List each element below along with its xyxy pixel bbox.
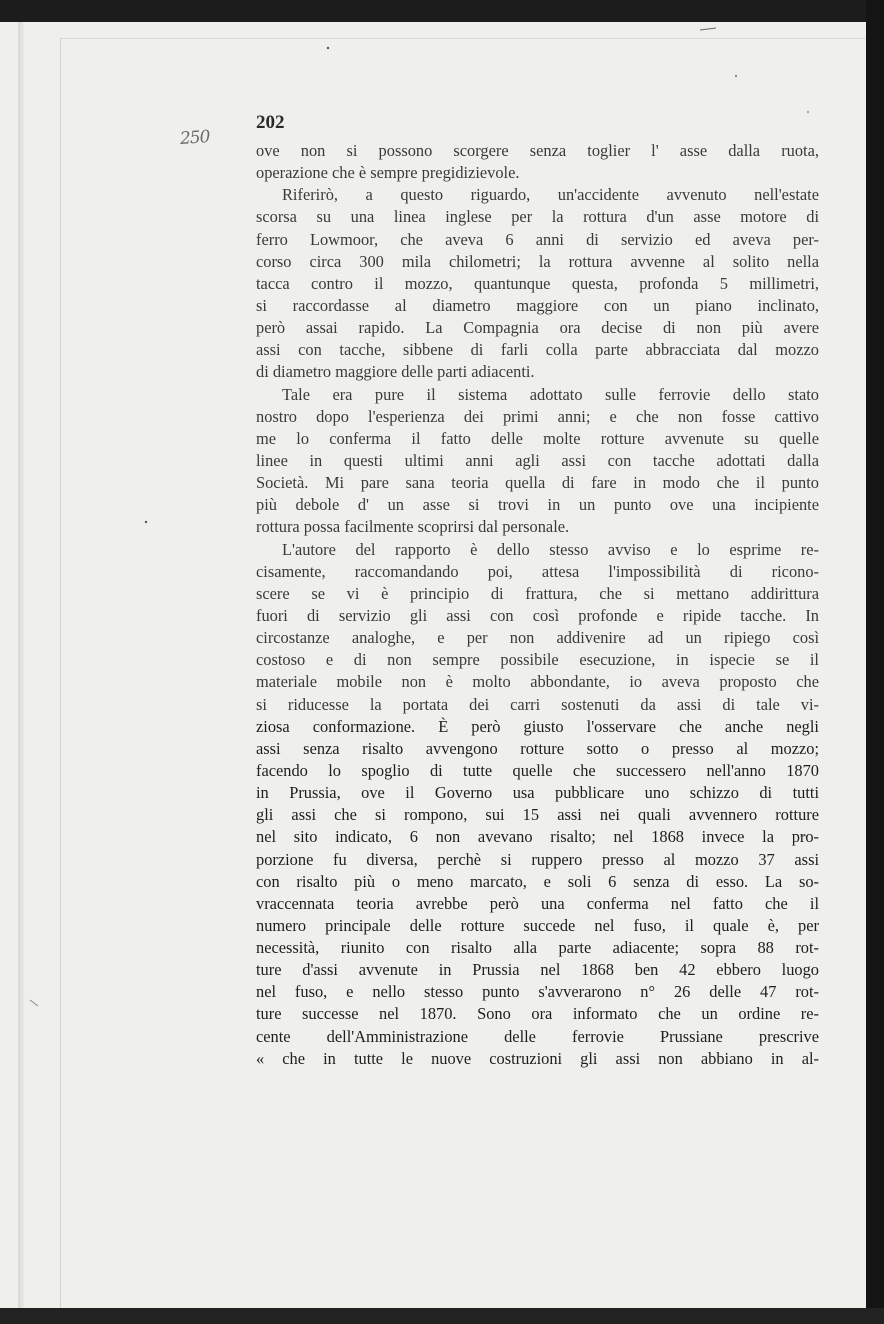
text-line: vraccennata teoria avrebbe però una conferma nel fatto che il (256, 893, 819, 913)
text-line: Tale era pure il sistema adottato sulle ferrovie dello stato (282, 384, 819, 404)
margin-handwritten-note: 250 (179, 126, 211, 150)
text-line: assi senza risalto avvengono rotture sotto o presso al mozzo; (256, 738, 819, 758)
text-line: ferro Lowmoor, che aveva 6 anni di servizio ed aveva per- (256, 229, 819, 249)
text-line: scorsa su una linea inglese per la rottura d'un asse motore di (256, 207, 819, 227)
speck (700, 28, 716, 30)
text-line: me lo conferma il fatto delle molte rotture avvenute su quelle (256, 428, 819, 448)
text-line: necessità, riunito con risalto alla parte adiacente; sopra 88 rot- (256, 938, 819, 958)
text-line: in Prussia, ove il Governo usa pubblicare uno schizzo di tutti (256, 783, 819, 803)
text-line: di diametro maggiore delle parti adiacenti. (256, 362, 535, 382)
text-line: scere se vi è principio di frattura, che si mettano addirittura (256, 583, 819, 603)
text-line: nel fuso, e nello stesso punto s'avverarono n° 26 delle 47 rot- (256, 982, 819, 1002)
text-line: ture successe nel 1870. Sono ora informato che un ordine re- (256, 1004, 819, 1024)
text-line: assi con tacche, sibbene di farli colla parte abbracciata dal mozzo (256, 340, 819, 360)
text-line: si raccordasse al diametro maggiore con un piano inclinato, (256, 295, 819, 315)
text-line: si riducesse la portata dei carri sostenuti da assi di tale vi- (256, 694, 819, 714)
scan-border-right (866, 0, 884, 1324)
text-line: L'autore del rapporto è dello stesso avviso e lo esprime re- (282, 539, 819, 559)
speck (30, 1000, 38, 1006)
text-line: ziosa conformazione. È però giusto l'osservare che anche negli (256, 716, 819, 736)
text-line: Società. Mi pare sana teoria quella di fare in modo che il punto (256, 473, 819, 493)
text-line: corso circa 300 mila chilometri; la rottura avvenne al solito nella (256, 251, 819, 271)
text-line: tacca contro il mozzo, quantunque questa, profonda 5 millimetri, (256, 273, 819, 293)
text-line: rottura possa facilmente scoprirsi dal personale. (256, 517, 570, 537)
text-line: cente dell'Amministrazione delle ferrovie Prussiane prescrive (256, 1026, 819, 1046)
text-line: nostro dopo l'esperienza dei primi anni; e che non fosse cattivo (256, 406, 819, 426)
text-line: ture d'assi avvenute in Prussia nel 1868 ben 42 ebbero luogo (256, 960, 819, 980)
page-number: 202 (256, 112, 285, 133)
text-line: cisamente, raccomandando poi, attesa l'impossibilità di ricono- (256, 561, 819, 581)
text-line: linee in questi ultimi anni agli assi con tacche adottati dalla (256, 450, 819, 470)
text-line: ove non si possono scorgere senza toglier l' asse dalla ruota, (256, 141, 819, 160)
text-line: costoso e di non sempre possibile esecuzione, in ispecie se il (256, 650, 819, 670)
text-line: « che in tutte le nuove costruzioni gli assi non abbiano in al- (256, 1048, 819, 1068)
scan-border-bottom (0, 1308, 884, 1324)
text-line: porzione fu diversa, perchè si ruppero presso al mozzo 37 assi (256, 849, 819, 869)
text-line: materiale mobile non è molto abbondante, io aveva proposto che (256, 672, 819, 692)
speck (735, 75, 737, 77)
text-line: gli assi che si rompono, sui 15 assi nei quali avvennero rotture (256, 805, 819, 825)
speck (327, 47, 329, 49)
text-line: con risalto più o meno marcato, e soli 6 senza di esso. La so- (256, 871, 819, 891)
text-line: però assai rapido. La Compagnia ora decise di non più avere (256, 318, 819, 338)
text-line: numero principale delle rotture succede nel fuso, il quale è, per (256, 915, 819, 935)
text-line: operazione che è sempre pregidizievole. (256, 163, 520, 183)
speck (145, 521, 147, 523)
text-line: facendo lo spoglio di tutte quelle che successero nell'anno 1870 (256, 760, 819, 780)
speck (807, 111, 809, 113)
body-text (256, 140, 819, 1070)
text-line: nel sito indicato, 6 non avevano risalto; nel 1868 invece la pro- (256, 827, 819, 847)
text-line: circostanze analoghe, e per non addivenire ad un ripiego così (256, 628, 819, 648)
text-line: fuori di servizio gli assi con così profonde e ripide tacche. In (256, 605, 819, 625)
text-line: più debole d' un asse si trovi in un punto ove una incipiente (256, 495, 819, 515)
text-line: Riferirò, a questo riguardo, un'accidente avvenuto nell'estate (282, 185, 819, 205)
